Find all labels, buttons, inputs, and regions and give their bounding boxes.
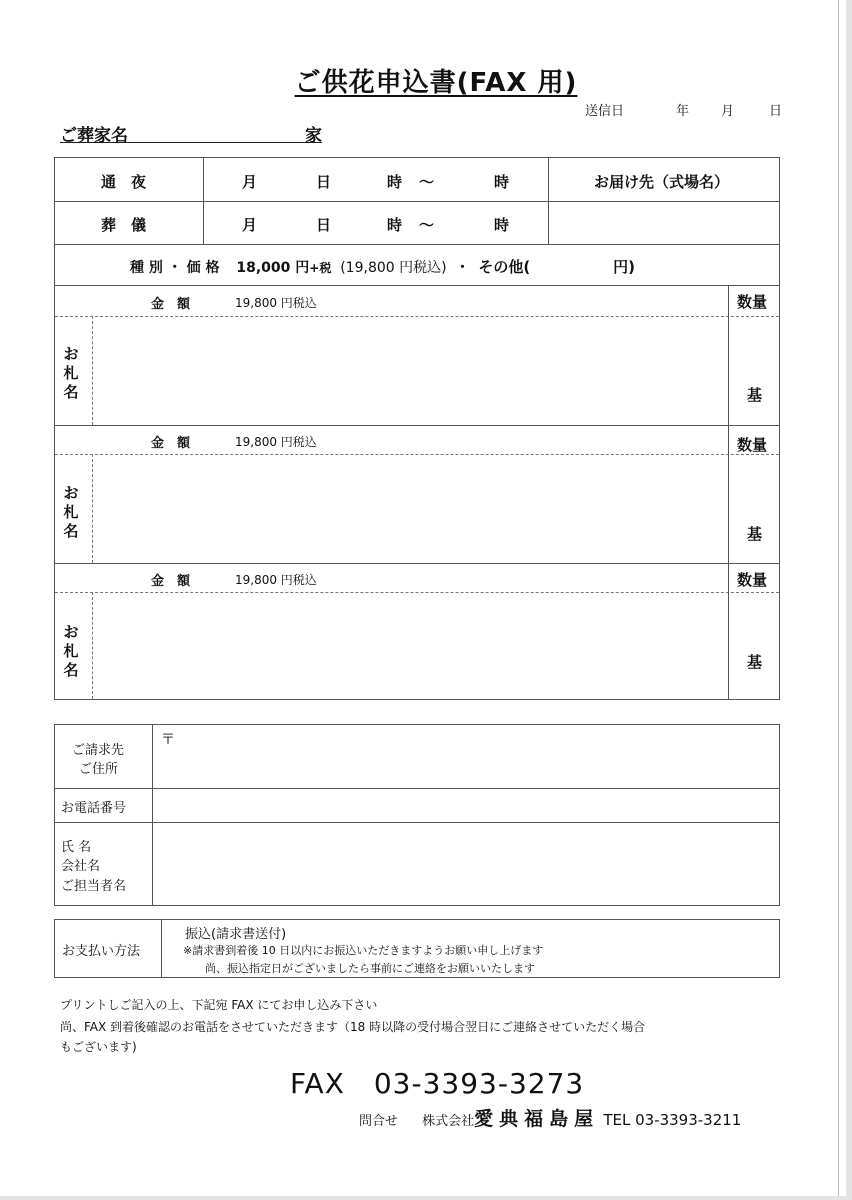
sougi-month: 月 (242, 216, 258, 234)
company-prefix: 株式会社 (422, 1114, 475, 1129)
amount-value: 19,800 円税込 (235, 435, 317, 449)
page-edge-bottom (0, 1196, 852, 1200)
amount-label: 金 額 (151, 436, 191, 451)
quantity-label: 数量 (737, 293, 768, 311)
tsuya-end-hour: 時 (494, 173, 510, 191)
phone-field[interactable] (153, 789, 779, 822)
order-table (54, 157, 780, 700)
type-price-label: 種 別 ・ 価 格 (130, 260, 220, 276)
amount-label: 金 額 (151, 574, 191, 589)
sougi-end-hour: 時 (494, 216, 510, 234)
send-date-year: 年 (676, 104, 690, 119)
amount-label: 金 額 (151, 297, 191, 312)
divider (55, 285, 779, 286)
amount-value: 19,800 円税込 (235, 296, 317, 310)
family-name-field[interactable] (60, 121, 322, 146)
contact-label: 問合せ (359, 1114, 399, 1129)
send-date-month: 月 (721, 104, 735, 119)
send-date-day: 日 (769, 104, 783, 119)
page-edge-shadow (838, 0, 839, 1200)
tsuya-label: 通 夜 (101, 173, 147, 191)
tsuya-day: 日 (316, 173, 332, 191)
tsuya-month: 月 (242, 173, 258, 191)
billing-address-label-2: ご住所 (79, 762, 119, 777)
payment-table (54, 919, 780, 978)
billing-address-label-1: ご請求先 (72, 743, 125, 758)
divider (728, 285, 729, 425)
name-label: 氏 名 (61, 840, 92, 855)
payment-label: お支払い方法 (62, 944, 141, 959)
price-other: その他( (478, 258, 531, 276)
payment-note-2: 尚、振込指定日がございましたら事前にご連絡をお願いいたします (205, 962, 535, 975)
contact-person-label: ご担当者名 (61, 879, 127, 894)
contact-tel: TEL 03-3393-3211 (603, 1111, 742, 1129)
quantity-unit: 基 (747, 525, 763, 543)
price-other-yen: 円) (613, 258, 635, 276)
name-field[interactable] (153, 823, 779, 905)
family-name-suffix: 家 (305, 126, 322, 146)
quantity-label: 数量 (737, 436, 768, 454)
sougi-tilde: ～ (419, 216, 435, 234)
form-title: ご供花申込書(FAX 用) (294, 68, 578, 98)
divider (728, 563, 729, 699)
venue-label: お届け先（式場名） (594, 173, 730, 191)
company-label: 会社名 (61, 859, 101, 874)
amount-value: 19,800 円税込 (235, 573, 317, 587)
divider (203, 158, 204, 244)
venue-field[interactable] (549, 202, 779, 244)
tag-name-field[interactable] (93, 317, 728, 425)
instruction-line-3: もございます) (60, 1040, 137, 1054)
price-incl: (19,800 円税込) (340, 260, 447, 276)
tag-name-label: お札名 (63, 484, 79, 540)
divider (55, 425, 779, 426)
contact-row (359, 1104, 741, 1131)
instruction-line-2: 尚、FAX 到着後確認のお電話をさせていただきます（18 時以降の受付場合翌日にご連絡させていただく場合 (60, 1020, 646, 1034)
divider (728, 425, 729, 563)
sougi-day: 日 (316, 216, 332, 234)
send-date-label: 送信日 (585, 104, 625, 119)
billing-address-field[interactable] (153, 725, 779, 788)
price-tax: +税 (309, 261, 332, 275)
payment-method: 振込(請求書送付) (185, 927, 287, 942)
tag-name-field[interactable] (93, 593, 728, 699)
price-separator: ・ (455, 260, 470, 276)
sougi-label: 葬 儀 (101, 216, 147, 234)
divider (55, 563, 779, 564)
price-base: 18,000 円 (236, 260, 310, 276)
fax-number: FAX 03-3393-3273 (290, 1067, 585, 1100)
phone-label: お電話番号 (61, 801, 127, 816)
tag-name-field[interactable] (93, 455, 728, 563)
type-price-row (130, 256, 635, 277)
billing-table (54, 724, 780, 906)
sougi-start-hour: 時 (387, 216, 403, 234)
postal-mark: 〒 (161, 732, 175, 748)
quantity-unit: 基 (747, 653, 763, 671)
divider (161, 920, 162, 977)
tsuya-start-hour: 時 (387, 173, 403, 191)
page-edge-margin (846, 0, 852, 1200)
tsuya-tilde: ～ (419, 173, 435, 191)
family-name-label: ご葬家名 (60, 126, 128, 146)
quantity-label: 数量 (737, 571, 768, 589)
tag-name-label: お札名 (63, 345, 79, 401)
payment-note-1: ※請求書到着後 10 日以内にお振込いただきますようお願い申し上げます (183, 944, 544, 957)
divider (55, 244, 779, 245)
instruction-line-1: プリントしご記入の上、下記宛 FAX にてお申し込み下さい (60, 998, 378, 1012)
quantity-unit: 基 (747, 386, 763, 404)
company-name: 愛典福島屋 (474, 1108, 600, 1130)
tag-name-label: お札名 (63, 623, 79, 679)
